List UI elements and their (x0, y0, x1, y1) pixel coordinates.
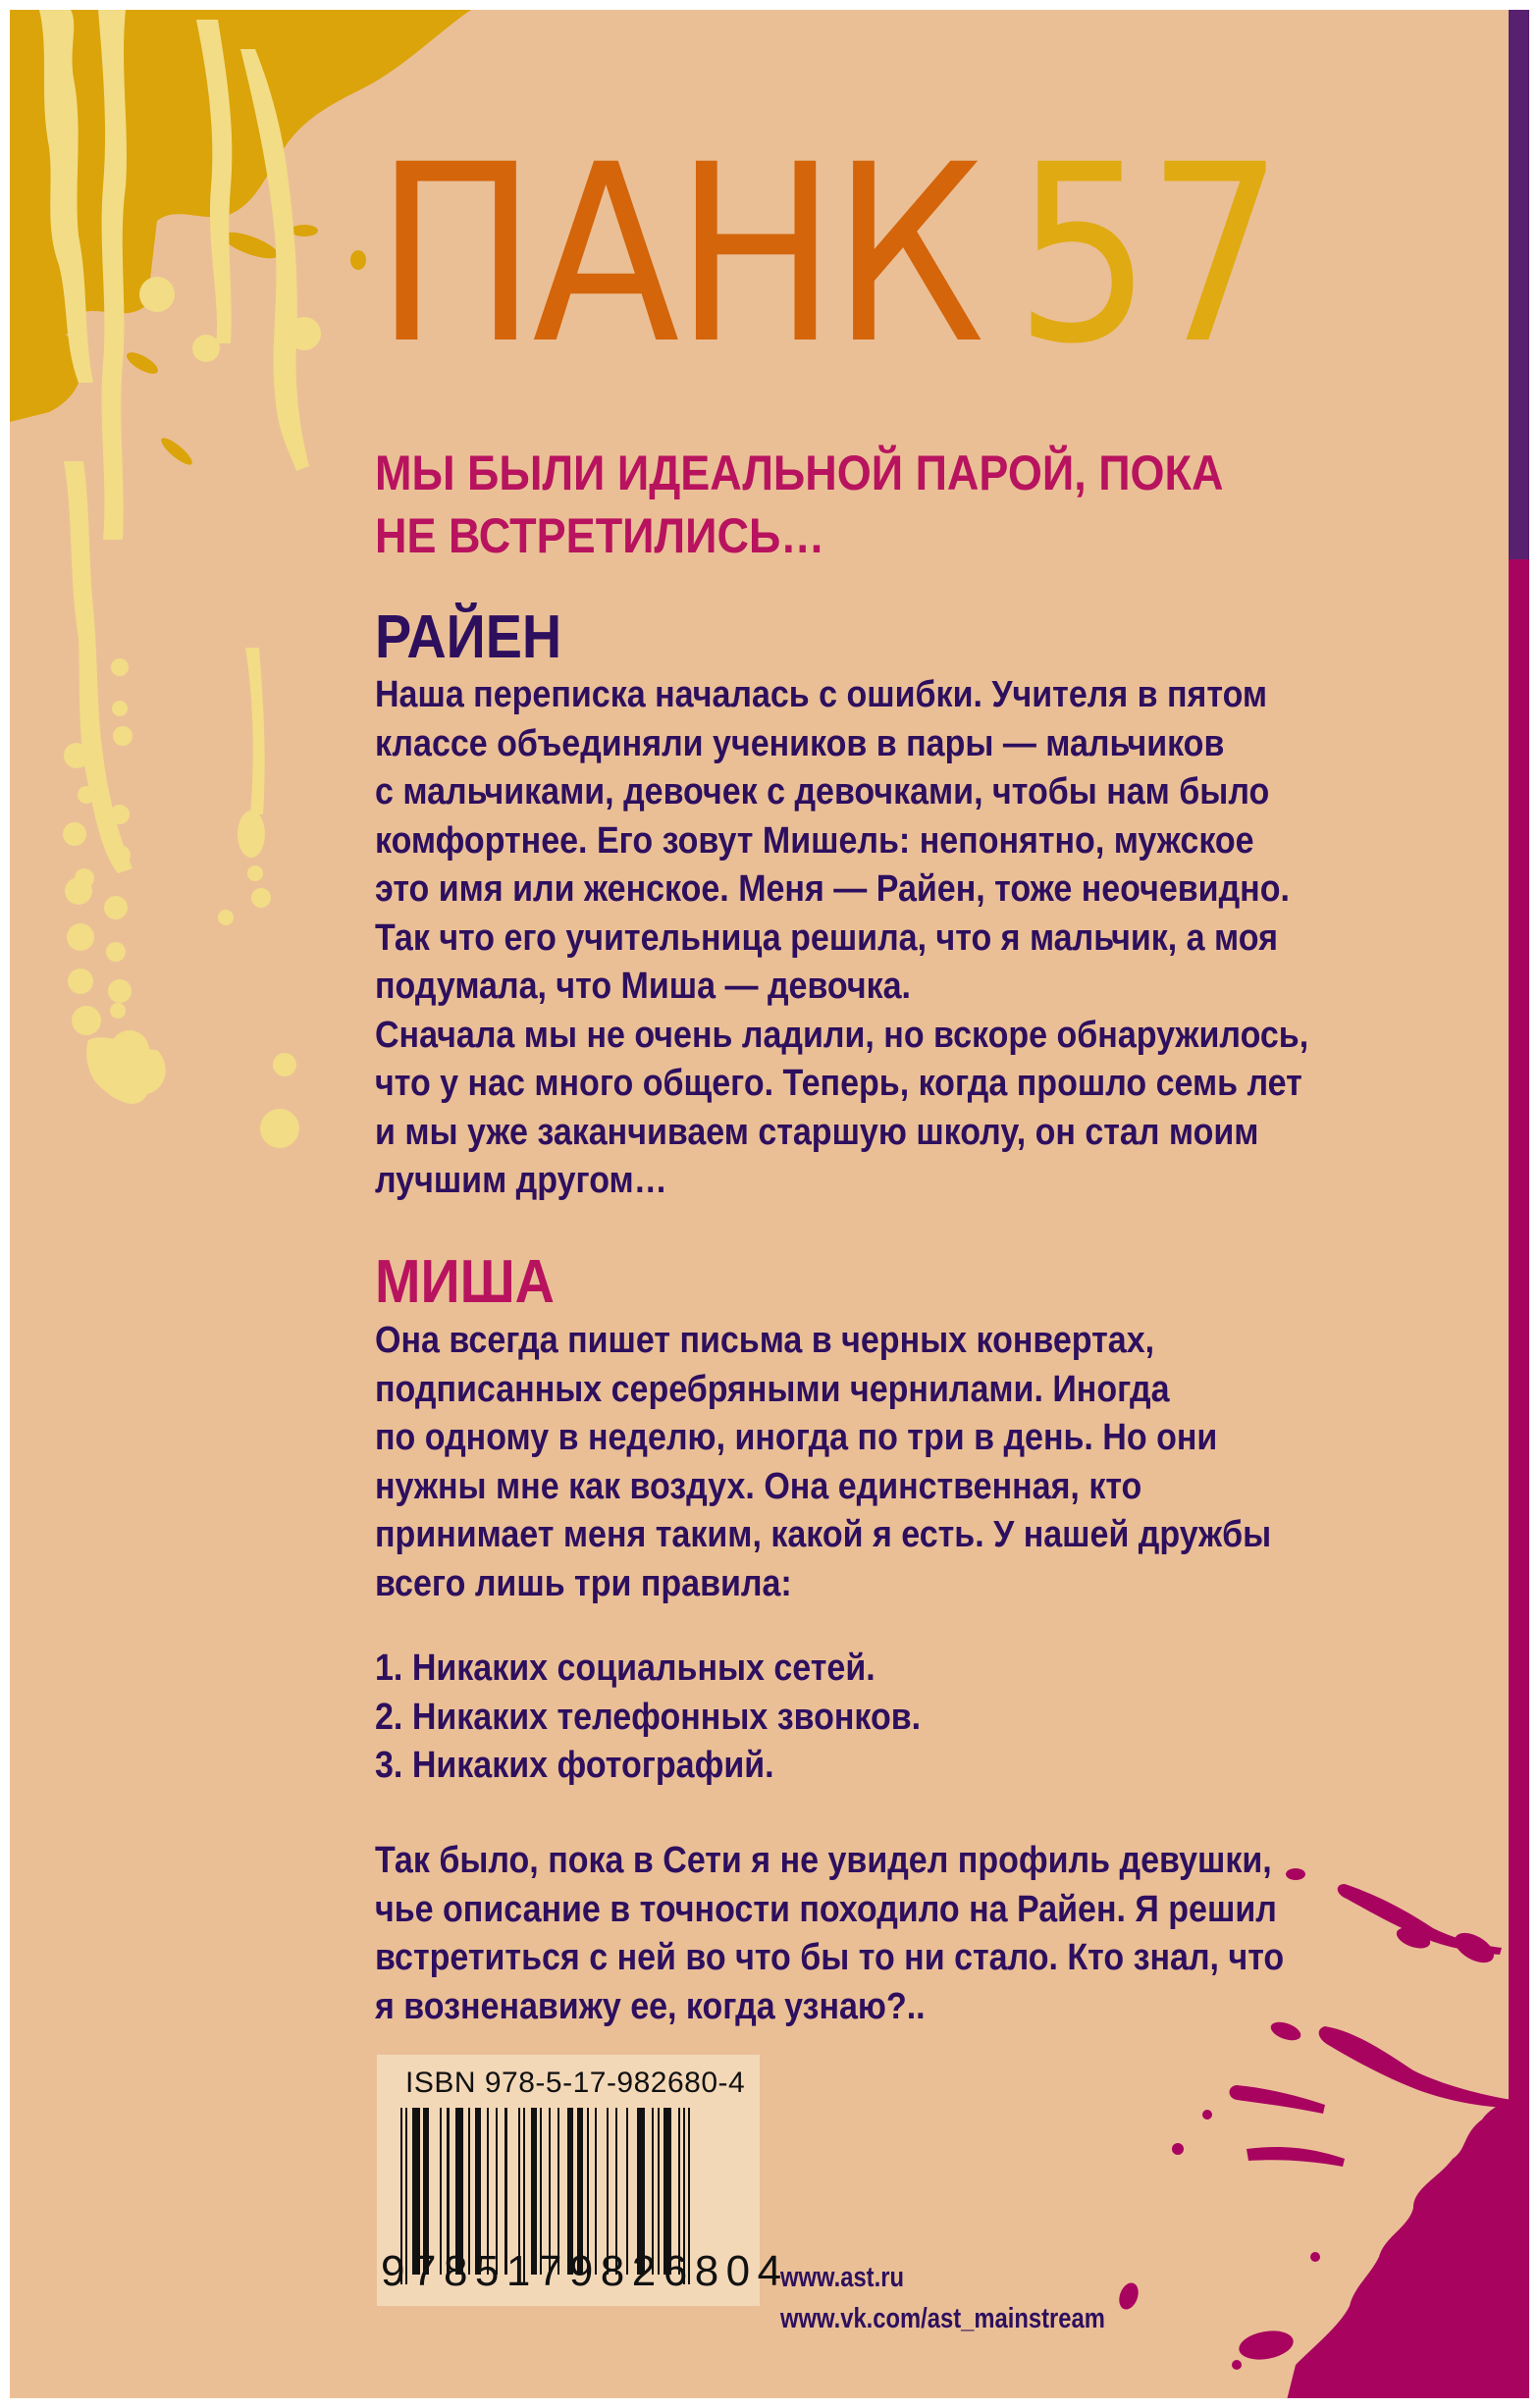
tagline (375, 442, 1391, 567)
body-line: классе объединяли учеников в пары — мальчиков (375, 722, 1225, 764)
rule-item: 1. Никаких социальных сетей. (375, 1648, 876, 1689)
tagline-line: МЫ БЫЛИ ИДЕАЛЬНОЙ ПАРОЙ, ПОКА (375, 445, 1224, 500)
body-line: нужны мне как воздух. Она единственная, кто (375, 1465, 1142, 1507)
spine-strip-magenta (1509, 559, 1529, 2398)
body-line: Так что его учительница решила, что я мальчик, а моя (375, 916, 1278, 959)
spine-strip-purple (1509, 10, 1529, 564)
body-line: с мальчиками, девочек с девочками, чтобы нам было (375, 771, 1270, 812)
section-heading-ryan: РАЙЕН (375, 603, 562, 671)
body-line: лучшим другом… (375, 1160, 667, 1201)
body-line: это имя или женское. Меня — Райен, тоже неочевидно. (375, 868, 1290, 910)
rule-item: 3. Никаких фотографий. (375, 1745, 774, 1786)
ean-digits: 9785179826804 (381, 2247, 789, 2295)
body-line: я возненавижу ее, когда узнаю?.. (375, 1985, 926, 2027)
title-number: 57 (1014, 112, 1280, 397)
body-line: всего лишь три правила: (375, 1562, 792, 1604)
link-ast[interactable]: www.ast.ru (780, 2262, 904, 2293)
body-line: чье описание в точности походило на Райен. Я решил (375, 1888, 1277, 1930)
link-vk[interactable]: www.vk.com/ast_mainstream (780, 2303, 1105, 2334)
rule-item: 2. Никаких телефонных звонков. (375, 1696, 922, 1738)
isbn-barcode (377, 2055, 789, 2306)
book-back-cover (10, 10, 1529, 2398)
publisher-links (780, 2257, 1105, 2339)
body-line: комфортнее. Его зовут Мишель: непонятно, мужское (375, 819, 1254, 862)
rules-list (375, 1645, 1394, 1791)
body-line: подписанных серебряными чернилами. Иногда (375, 1368, 1170, 1410)
body-line: и мы уже заканчиваем старшую школу, он стал моим (375, 1111, 1259, 1153)
section-heading-misha: МИША (375, 1248, 555, 1316)
body-line: Так было, пока в Сети я не увидел профиль девушки, (375, 1840, 1272, 1881)
body-line: что у нас много общего. Теперь, когда прошло семь лет (375, 1063, 1302, 1104)
body-line: принимает меня таким, какой я есть. У нашей дружбы (375, 1514, 1272, 1555)
isbn-label: ISBN 978-5-17-982680-4 (405, 2067, 746, 2099)
body-line: Наша переписка началась с ошибки. Учителя в пятом (375, 674, 1268, 715)
body-line: по одному в неделю, иногда по три в день. Но они (375, 1417, 1218, 1458)
tagline-line: НЕ ВСТРЕТИЛИСЬ… (375, 508, 825, 563)
body-line: Она всегда пишет письма в черных конвертах, (375, 1320, 1155, 1361)
section-body-ryan (375, 671, 1394, 1206)
section-body-misha (375, 1317, 1394, 1608)
book-title (375, 112, 1280, 397)
title-word: ПАНК (375, 112, 981, 397)
body-line: встретиться с ней во что бы то ни стало. Кто знал, что (375, 1937, 1285, 1978)
body-line: Сначала мы не очень ладили, но вскоре обнаружилось, (375, 1014, 1309, 1056)
section-ending-misha (375, 1837, 1394, 2031)
body-line: подумала, что Миша — девочка. (375, 966, 911, 1007)
